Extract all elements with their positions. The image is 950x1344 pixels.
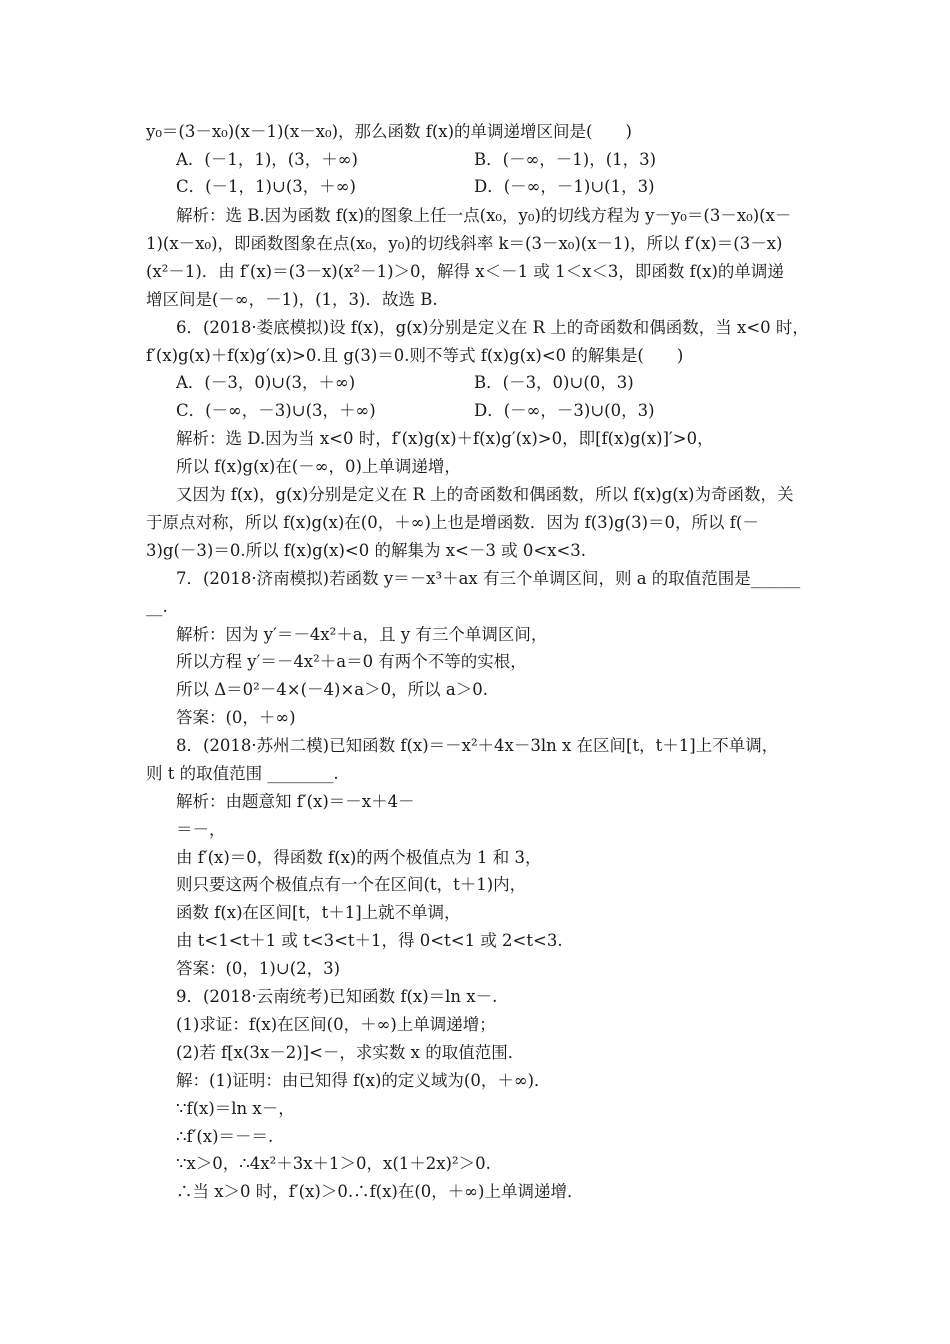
- text-line: ＝－，: [176, 820, 226, 839]
- text-line: ∴当 x＞0 时，f′(x)＞0.∴f(x)在(0，＋∞)上单调递增．: [176, 1182, 584, 1201]
- option-c: C．(－∞，－3)∪(3，＋∞): [176, 401, 376, 420]
- text-line: 函数 f(x)在区间[t，t＋1]上就不单调，: [176, 903, 461, 922]
- text-line: ∵f(x)＝ln x－，: [176, 1099, 295, 1118]
- text-line: ∵x＞0，∴4x²＋3x＋1＞0，x(1＋2x)²＞0.: [176, 1154, 491, 1173]
- text-line: 解析：因为 y′＝－4x²＋a，且 y 有三个单调区间，: [176, 625, 548, 644]
- question-7: 7．(2018·济南模拟)若函数 y＝－x³＋ax 有三个单调区间，则 a 的取值范围是______: [176, 569, 801, 588]
- text-line: 解析：选 D.因为当 x<0 时，f′(x)g(x)＋f(x)g′(x)>0，即[f(x)g(x)]′>0，: [176, 429, 714, 448]
- question-8: 8．(2018·苏州二模)已知函数 f(x)＝－x²＋4x－3ln x 在区间[t，t＋1]上不单调，: [176, 736, 779, 755]
- question-9: 9．(2018·云南统考)已知函数 f(x)＝ln x－.: [176, 987, 498, 1006]
- option-a: A．(－3，0)∪(3，＋∞): [176, 373, 356, 392]
- text-line: 于原点对称，所以 f(x)g(x)在(0，＋∞)上也是增函数．因为 f(3)g(3)＝0，所以 f(－: [146, 513, 759, 532]
- text-line: __.: [146, 597, 168, 616]
- text-line: 则只要这两个极值点有一个在区间(t，t＋1)内，: [176, 875, 527, 894]
- text-line: f′(x)g(x)＋f(x)g′(x)>0.且 g(3)＝0.则不等式 f(x)g(x)<0 的解集是( ): [146, 346, 684, 365]
- option-d: D．(－∞，－3)∪(0，3): [474, 401, 655, 420]
- text-line: 所以方程 y′＝－4x²＋a＝0 有两个不等的实根，: [176, 652, 527, 671]
- option-b: B．(－3，0)∪(0，3): [474, 373, 634, 392]
- text-line: 3)g(－3)＝0.所以 f(x)g(x)<0 的解集为 x<－3 或 0<x<3.: [146, 541, 587, 560]
- text-line: 1)(x－x₀)，即函数图象在点(x₀，y₀)的切线斜率 k＝(3－x₀)(x－1)，所以 f′(x)＝(3－x): [146, 234, 783, 253]
- text-line: 所以 Δ＝0²－4×(－4)×a＞0，所以 a＞0.: [176, 680, 488, 699]
- answer-8: 答案：(0，1)∪(2，3): [176, 959, 341, 978]
- text-line: 由 f′(x)＝0，得函数 f(x)的两个极值点为 1 和 3，: [176, 848, 542, 867]
- text-line: 则 t 的取值范围 ________.: [146, 764, 339, 783]
- text-line: y₀＝(3－x₀)(x－1)(x－x₀)，那么函数 f(x)的单调递增区间是( ): [146, 122, 632, 141]
- text-line: 增区间是(－∞，－1)，(1，3)．故选 B.: [146, 290, 438, 309]
- text-line: 又因为 f(x)，g(x)分别是定义在 R 上的奇函数和偶函数，所以 f(x)g(x)为奇函数，关: [176, 485, 794, 504]
- question-6: 6．(2018·娄底模拟)设 f(x)，g(x)分别是定义在 R 上的奇函数和偶函数，当 x<0 时，: [176, 318, 809, 337]
- text-line: 由 t<1<t＋1 或 t<3<t＋1，得 0<t<1 或 2<t<3.: [176, 931, 563, 950]
- text-line: 所以 f(x)g(x)在(－∞，0)上单调递增，: [176, 457, 461, 476]
- text-line: (2)若 f[x(3x－2)]<－，求实数 x 的取值范围．: [176, 1043, 525, 1062]
- text-line: (1)求证：f(x)在区间(0，＋∞)上单调递增；: [176, 1015, 496, 1034]
- option-a: A．(－1，1)，(3，＋∞): [176, 150, 358, 169]
- answer-7: 答案：(0，＋∞): [176, 708, 296, 727]
- text-line: 解析：选 B.因为函数 f(x)的图象上任一点(x₀，y₀)的切线方程为 y－y₀＝(3－x₀)(x－: [176, 206, 792, 225]
- option-b: B．(－∞，－1)，(1，3): [474, 150, 657, 169]
- option-d: D．(－∞，－1)∪(1，3): [474, 177, 655, 196]
- text-line: 解析：由题意知 f′(x)＝－x＋4－: [176, 792, 415, 811]
- text-line: ∴f′(x)＝－＝.: [176, 1127, 274, 1146]
- text-line: 解：(1)证明：由已知得 f(x)的定义域为(0，＋∞)．: [176, 1071, 551, 1090]
- option-c: C．(－1，1)∪(3，＋∞): [176, 177, 356, 196]
- text-line: (x²－1)．由 f′(x)＝(3－x)(x²－1)＞0，解得 x＜－1 或 1＜x＜3，即函数 f(x)的单调递: [146, 262, 784, 281]
